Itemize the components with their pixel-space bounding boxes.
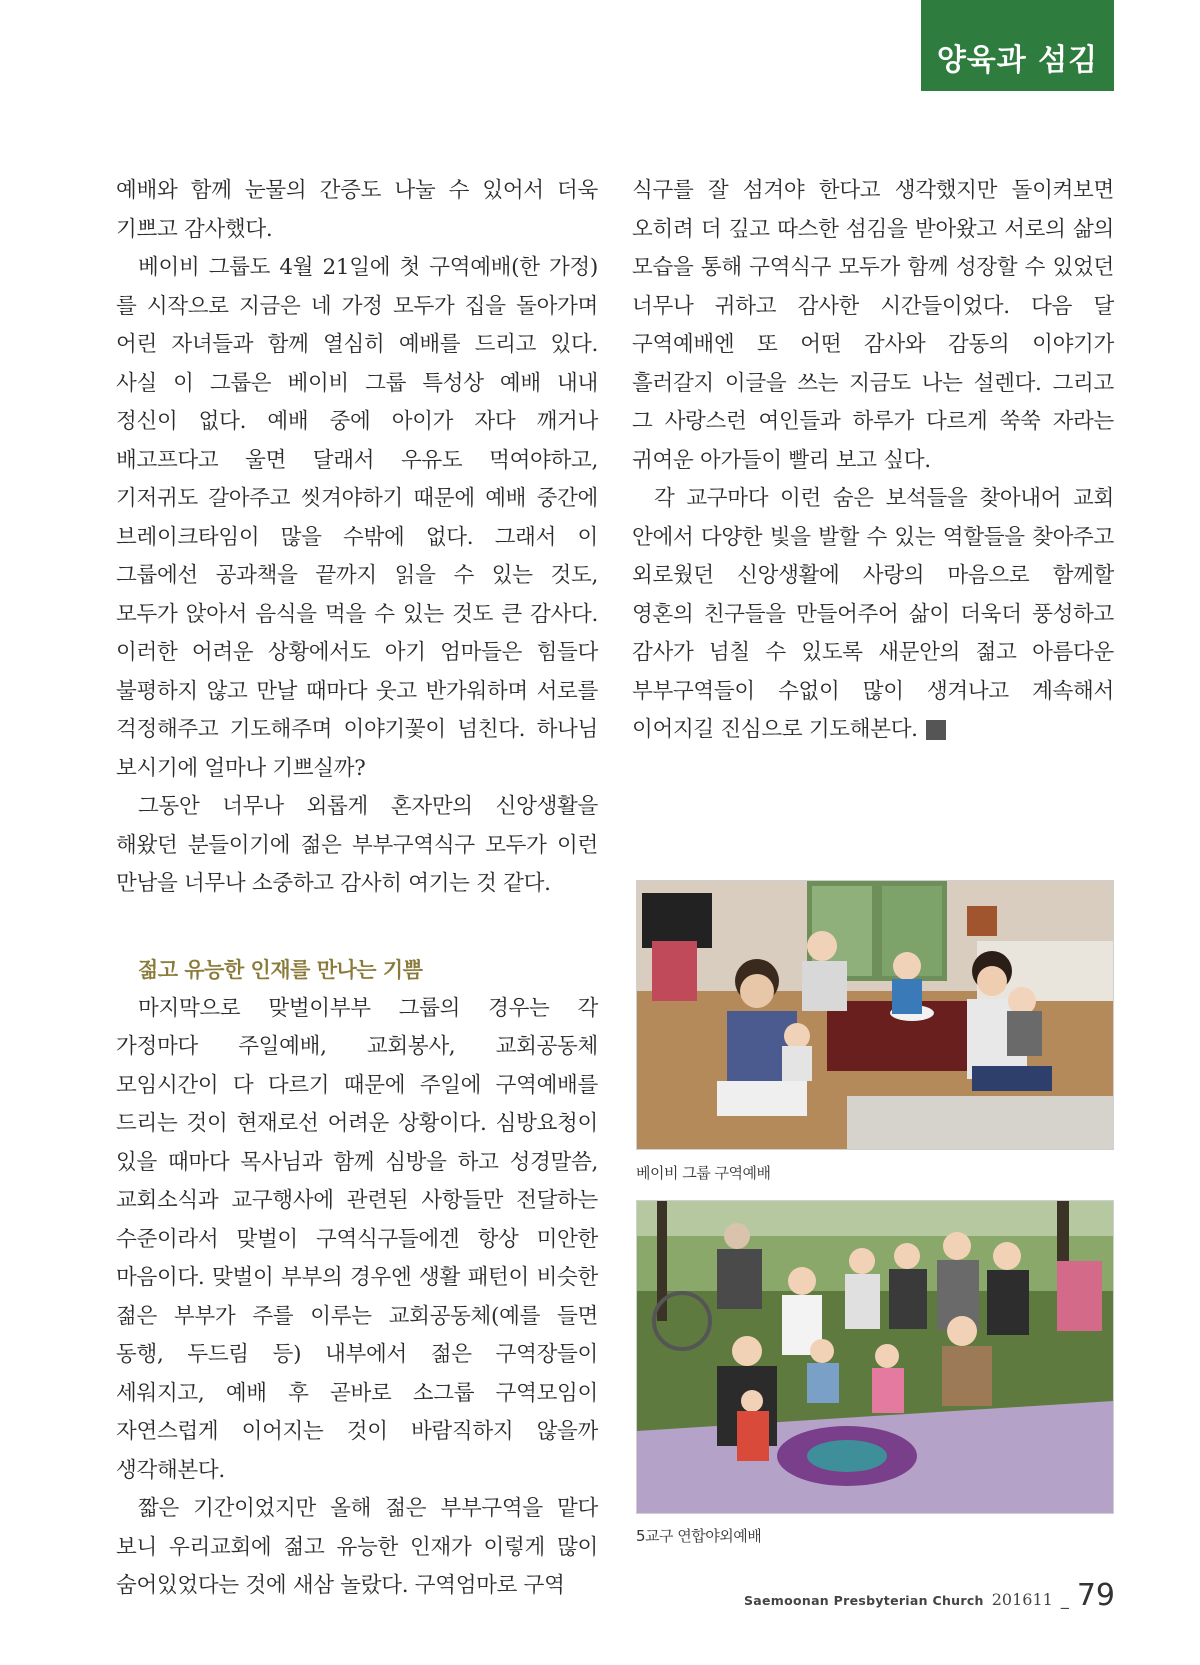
end-mark-icon: 새 [926,720,946,740]
footer-church-name: Saemoonan Presbyterian Church [743,1593,984,1608]
page-footer [744,1578,1115,1613]
left-paragraph-2: 베이비 그룹도 4월 21일에 첫 구역예배(한 가정)를 시작으로 지금은 네 가정 모두가 집을 돌아가며 어린 자녀들과 함께 열심히 예배를 드리고 있다. 사실 이 그룹은 베이비 그룹 특성상 예배 내내 정신이 없다. 예배 중에 아이가 자다 깨거나 배고프다고 울면 달래서 우유도 먹여야하고, 기저귀도 갈아주고 씻겨야하기 때문에 예배 중간에 브레이크타임이 많을 수밖에 없다. 그래서 이 그룹에선 공과책을 끝까지 읽을 수 있는 것도, 모두가 앉아서 음식을 먹을 수 있는 것도 큰 감사다. 이러한 어려운 상황에서도 아기 엄마들은 힘들다 불평하지 않고 만날 때마다 웃고 반가워하며 서로를 걱정해주고 기도해주며 이야기꽃이 넘친다. 하나님 보시기에 얼마나 기쁘실까? [116,255,598,781]
photo-baby-group-worship [636,880,1114,1150]
photo-district-outdoor-worship [636,1200,1114,1514]
photo-2-caption: 5교구 연합야외예배 [636,1527,762,1545]
right-column [632,172,1114,750]
photo-1-illustration [637,881,1113,1149]
left-paragraph-5: 짧은 기간이었지만 올해 젊은 부부구역을 맡다 보니 우리교회에 젊고 유능한 인재가 이렇게 많이 숨어있었다는 것에 새삼 놀랐다. 구역엄마로 구역 [116,1496,598,1598]
photo-1-caption: 베이비 그룹 구역예배 [636,1164,771,1182]
page-number: 79 [1076,1578,1115,1613]
right-paragraph-2-text: 각 교구마다 이런 숨은 보석들을 찾아내어 교회 안에서 다양한 빛을 발할 수 있는 역할들을 찾아주고 외로웠던 신앙생활에 사랑의 마음으로 함께할 영혼의 친구들을 만들어주어 삶이 더욱더 풍성하고 감사가 넘칠 수 있도록 새문안의 젊고 아름다운 부부구역들이 수없이 많이 생겨나고 계속해서 이어지길 진심으로 기도해본다. [632,486,1114,742]
left-paragraph-1: 예배와 함께 눈물의 간증도 나눌 수 있어서 더욱 기쁘고 감사했다. [116,178,598,242]
section-title: 양육과 섬김 [936,43,1099,78]
left-paragraph-3: 그동안 너무나 외롭게 혼자만의 신앙생활을 해왔던 분들이기에 젊은 부부구역식구 모두가 이런 만남을 너무나 소중하고 감사히 여기는 것 같다. [116,794,598,896]
left-paragraph-4: 마지막으로 맞벌이부부 그룹의 경우는 각 가정마다 주일예배, 교회봉사, 교회공동체 모임시간이 다 다르기 때문에 주일에 구역예배를 드리는 것이 현재로선 어려운 상황이다. 심방요청이 있을 때마다 목사님과 함께 심방을 하고 성경말씀, 교회소식과 교구행사에 관련된 사항들만 전달하는 수준이라서 맞벌이 구역식구들에겐 항상 미안한 마음이다. 맞벌이 부부의 경우엔 생활 패턴이 비슷한 젊은 부부가 주를 이루는 교회공동체(예를 들면 동행, 두드림 등) 내부에서 젊은 구역장들이 세워지고, 예배 후 곧바로 소그룹 구역모임이 자연스럽게 이어지는 것이 바람직하지 않을까 생각해본다. [116,995,598,1483]
right-paragraph-1: 식구를 잘 섬겨야 한다고 생각했지만 돌이켜보면 오히려 더 깊고 따스한 섬김을 받아왔고 서로의 삶의 모습을 통해 구역식구 모두가 함께 성장할 수 있었던 너무나 귀하고 감사한 시간들이었다. 다음 달 구역예배엔 또 어떤 감사와 감동의 이야기가 흘러갈지 이글을 쓰는 지금도 나는 설렌다. 그리고 그 사랑스런 여인들과 하루가 다르게 쑥쑥 자라는 귀여운 아가들이 빨리 보고 싶다. [632,178,1114,473]
section-subheading: 젊고 유능한 인재를 만나는 기쁨 [138,957,423,982]
section-tab [921,0,1114,91]
photo-2-illustration [637,1201,1113,1513]
right-paragraph-2 [632,480,1114,750]
footer-issue: 201611 [991,1590,1053,1609]
footer-separator: _ [1060,1590,1069,1609]
left-column [116,172,598,1606]
